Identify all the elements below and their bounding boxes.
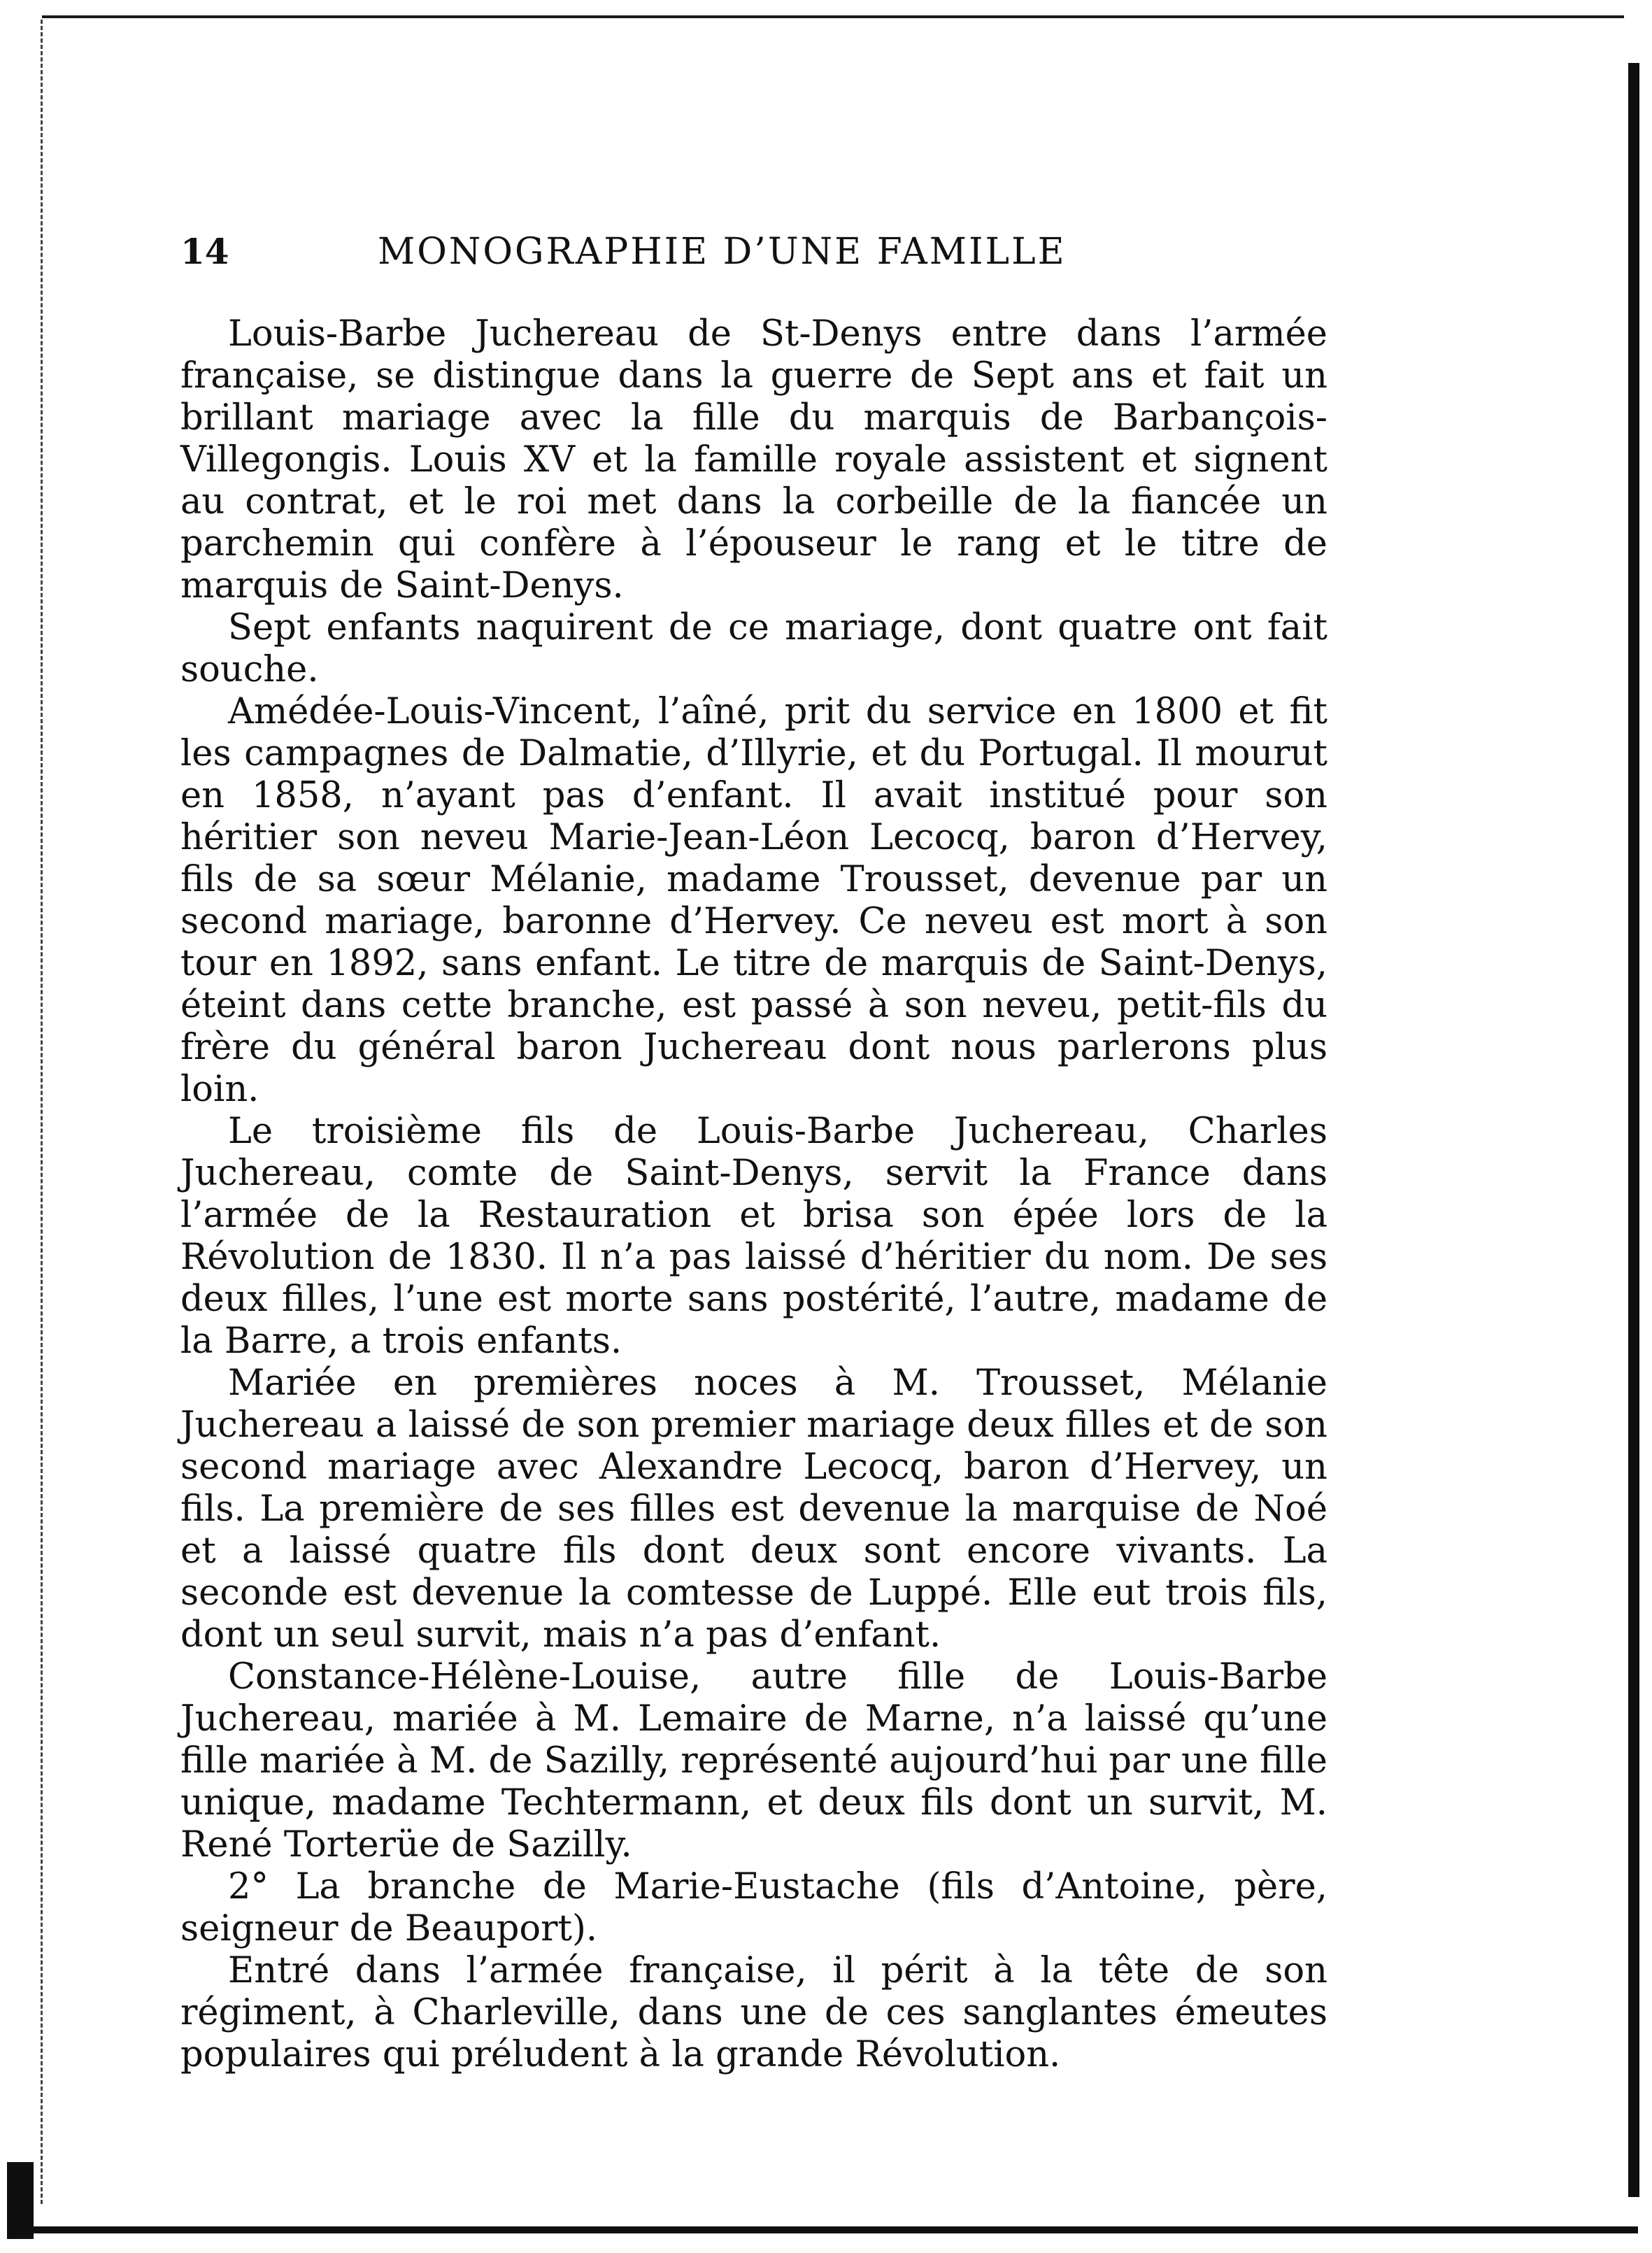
scan-left-edge [41,20,43,2204]
paragraph: Amédée-Louis-Vincent, l’aîné, prit du service en 1800 et fit les campagnes de Dalmatie, d’Illyrie, et du Portugal. Il mourut en 1858, n’ayant pas d’enfant. Il avait institué pour son héritier son neveu Marie-Jean-Léon Lecocq, baron d’Hervey, fils de sa sœur Mélanie, madame Trousset, devenue par un second mariage, baronne d’Hervey. Ce neveu est mort à son tour en 1892, sans enfant. Le titre de marquis de Saint-Denys, éteint dans cette branche, est passé à son neveu, petit-fils du frère du général baron Juchereau dont nous parlerons plus loin. [180,691,1327,1110]
page-number: 14 [180,231,229,272]
page-header [180,231,1334,287]
scan-bottom-rule [28,2226,1638,2233]
paragraph: Louis-Barbe Juchereau de St-Denys entre dans l’armée française, se distingue dans la guerre de Sept ans et fait un brillant mariage avec la fille du marquis de Barbançois-Villegongis. Louis XV et la famille royale assistent et signent au contrat, et le roi met dans la corbeille de la fiancée un parchemin qui confère à l’épouseur le rang et le titre de marquis de Saint-Denys. [180,313,1327,606]
scan-right-edge [1628,63,1639,2197]
paragraph: Mariée en premières noces à M. Trousset, Mélanie Juchereau a laissé de son premier mariage deux filles et de son second mariage avec Alexandre Lecocq, baron d’Hervey, un fils. La première de ses filles est devenue la marquise de Noé et a laissé quatre fils dont deux sont encore vivants. La seconde est devenue la comtesse de Luppé. Elle eut trois fils, dont un seul survit, mais n’a pas d’enfant. [180,1363,1327,1656]
paragraph: Constance-Hélène-Louise, autre fille de Louis-Barbe Juchereau, mariée à M. Lemaire de Marne, n’a laissé qu’une fille mariée à M. de Sazilly, représenté aujourd’hui par une fille unique, madame Techtermann, et deux fils dont un survit, M. René Torterüe de Sazilly. [180,1656,1327,1865]
section-heading: 2° La branche de Marie-Eustache (fils d’Antoine, père, seigneur de Beauport). [180,1866,1327,1949]
scan-top-rule [42,15,1624,18]
body-text [180,313,1327,2076]
paragraph: Sept enfants naquirent de ce mariage, dont quatre ont fait souche. [180,607,1327,690]
paragraph: Le troisième fils de Louis-Barbe Juchereau, Charles Juchereau, comte de Saint-Denys, servit la France dans l’armée de la Restauration et brisa son épée lors de la Révolution de 1830. Il n’a pas laissé d’héritier du nom. De ses deux filles, l’une est morte sans postérité, l’autre, madame de la Barre, a trois enfants. [180,1111,1327,1362]
scan-bottom-block [7,2162,34,2239]
running-head: MONOGRAPHIE D’UNE FAMILLE [378,231,1067,273]
paragraph: Entré dans l’armée française, il périt à la tête de son régiment, à Charleville, dans une de ces sanglantes émeutes populaires qui préludent à la grande Révolution. [180,1950,1327,2075]
